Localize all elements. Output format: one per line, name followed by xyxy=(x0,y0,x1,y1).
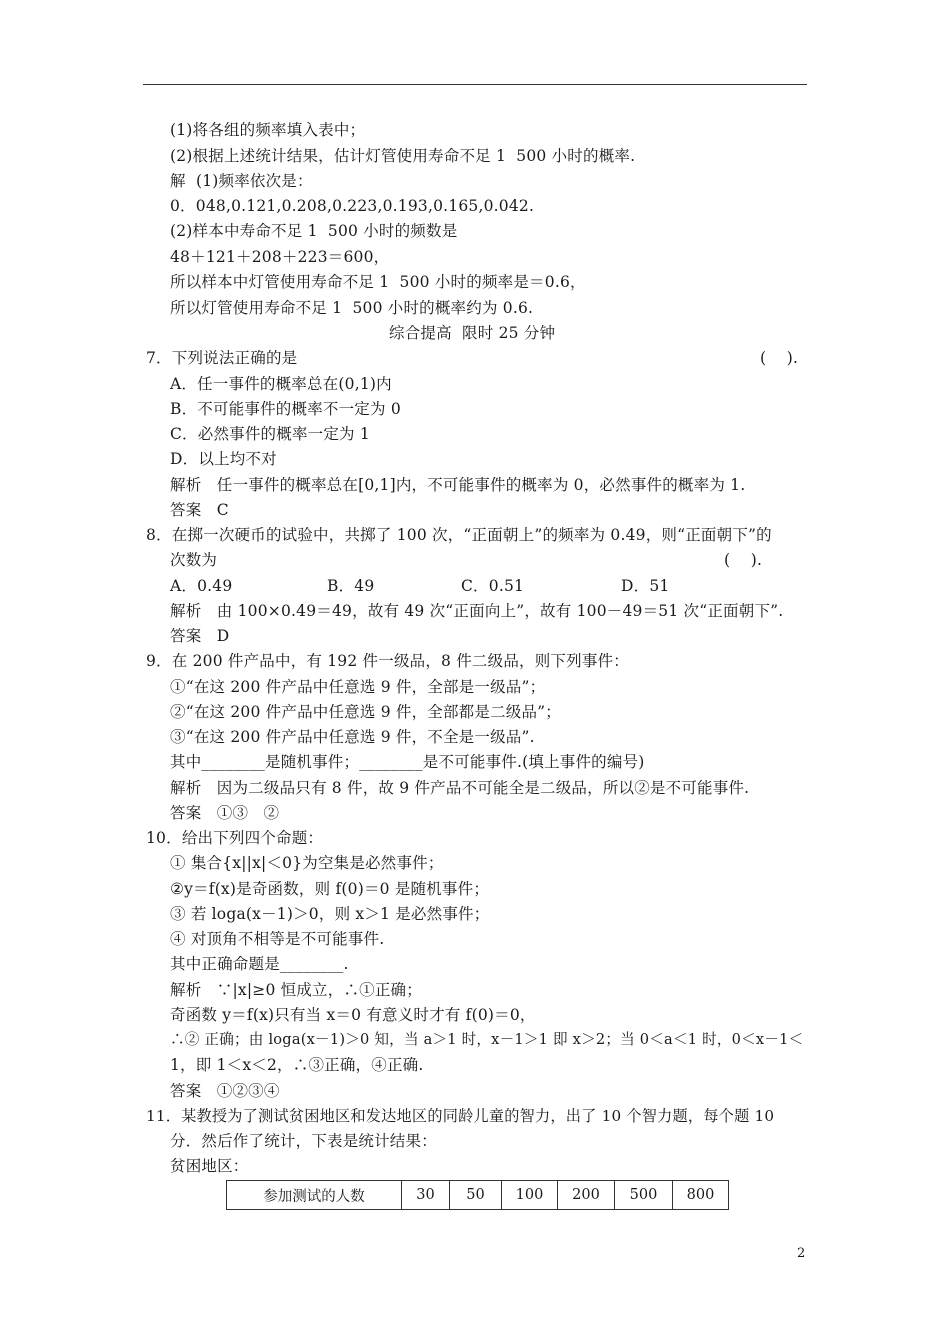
option-a: A．任一事件的概率总在(0,1)内 xyxy=(170,375,392,393)
text-line: (2)样本中寿命不足 1 500 小时的频数是 xyxy=(170,222,458,240)
question-9: 9．在 200 件产品中，有 192 件一级品，8 件二级品，则下列事件： xyxy=(146,652,629,670)
section-heading: 综合提高 限时 25 分钟 xyxy=(389,324,556,342)
text-line: 奇函数 y＝f(x)只有当 x＝0 有意义时才有 f(0)＝0， xyxy=(170,1006,536,1024)
analysis: 解析 由 100×0.49＝49，故有 49 次“正面向上”，故有 100－49＝51 次“正面朝下”. xyxy=(170,602,784,620)
text-line: 次数为 xyxy=(170,551,218,569)
option-b: B．49 xyxy=(327,577,375,595)
text-line: 其中________是随机事件；________是不可能事件.(填上事件的编号) xyxy=(170,753,645,771)
text-line: 分．然后作了统计，下表是统计结果： xyxy=(170,1132,437,1150)
text-line: (1)将各组的频率填入表中； xyxy=(170,121,366,139)
text-line: 1，即 1＜x＜2，∴③正确，④正确. xyxy=(170,1056,424,1074)
text-line: ①“在这 200 件产品中任意选 9 件，全部是一级品”； xyxy=(170,678,546,696)
table-row xyxy=(227,1181,729,1210)
text-line: ③ 若 loga(x－1)＞0，则 x＞1 是必然事件； xyxy=(170,905,490,923)
table-header-cell: 参加测试的人数 xyxy=(227,1181,402,1210)
table-cell: 30 xyxy=(402,1181,450,1210)
text-line: (2)根据上述统计结果，估计灯管使用寿命不足 1 500 小时的概率. xyxy=(170,147,636,165)
text-line: ① 集合{x||x|＜0}为空集是必然事件； xyxy=(170,854,444,872)
table-cell: 50 xyxy=(450,1181,502,1210)
text-line: 所以样本中灯管使用寿命不足 1 500 小时的频率是＝0.6， xyxy=(170,273,586,291)
option-c: C．0.51 xyxy=(461,577,525,595)
text-line: 48＋121＋208＋223＝600， xyxy=(170,248,390,266)
option-c: C．必然事件的概率一定为 1 xyxy=(170,425,370,443)
text-line: ②“在这 200 件产品中任意选 9 件，全部都是二级品”； xyxy=(170,703,562,721)
answer-blank: ( ). xyxy=(760,349,799,367)
text-line: 其中正确命题是________. xyxy=(170,955,349,973)
text-line: ③“在这 200 件产品中任意选 9 件，不全是一级品”. xyxy=(170,728,535,746)
text-line: 所以灯管使用寿命不足 1 500 小时的概率约为 0.6. xyxy=(170,299,534,317)
table-cell: 200 xyxy=(558,1181,615,1210)
page-number: 2 xyxy=(797,1246,806,1261)
question-8: 8．在掷一次硬币的试验中，共掷了 100 次，“正面朝上”的频率为 0.49，则“正面朝下”的 xyxy=(146,526,772,544)
question-11: 11．某教授为了测试贫困地区和发达地区的同龄儿童的智力，出了 10 个智力题，每个题 10 xyxy=(146,1107,775,1125)
text-line: 解 (1)频率依次是： xyxy=(170,172,313,190)
question-7: 7．下列说法正确的是 xyxy=(146,349,298,367)
table-cell: 100 xyxy=(502,1181,558,1210)
statistics-table xyxy=(226,1180,729,1210)
answer: 答案 D xyxy=(170,627,230,645)
text-line: ④ 对顶角不相等是不可能事件. xyxy=(170,930,385,948)
text-line: ②y＝f(x)是奇函数，则 f(0)＝0 是随机事件； xyxy=(170,880,490,898)
text-line: 0．048,0.121,0.208,0.223,0.193,0.165,0.042. xyxy=(170,197,535,215)
analysis: 解析 ∵|x|≥0 恒成立，∴①正确； xyxy=(170,981,422,999)
text-line: ∴② 正确；由 loga(x－1)＞0 知，当 a＞1 时，x－1＞1 即 x＞2；当 0＜a＜1 时，0＜x－1＜ xyxy=(170,1031,804,1048)
analysis: 解析 因为二级品只有 8 件，故 9 件产品不可能全是二级品，所以②是不可能事件. xyxy=(170,779,750,797)
option-d: D．以上均不对 xyxy=(170,450,277,468)
option-d: D．51 xyxy=(621,577,670,595)
answer: 答案 ①②③④ xyxy=(170,1082,280,1100)
answer: 答案 ①③ ② xyxy=(170,804,280,822)
analysis: 解析 任一事件的概率总在[0,1]内，不可能事件的概率为 0，必然事件的概率为 1. xyxy=(170,476,746,494)
answer-blank: ( ). xyxy=(724,551,763,569)
option-b: B．不可能事件的概率不一定为 0 xyxy=(170,400,401,418)
answer: 答案 C xyxy=(170,501,229,519)
question-10: 10．给出下列四个命题： xyxy=(146,829,324,847)
table-cell: 800 xyxy=(673,1181,729,1210)
text-line: 贫困地区： xyxy=(170,1157,249,1175)
table-cell: 500 xyxy=(615,1181,673,1210)
option-a: A．0.49 xyxy=(170,577,233,595)
